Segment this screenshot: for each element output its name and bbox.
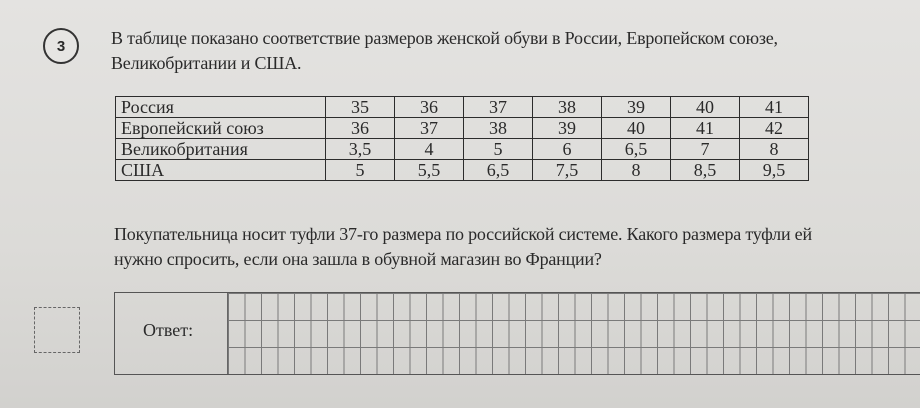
table-cell: 7,5 — [533, 160, 602, 181]
answer-checkbox[interactable] — [34, 307, 80, 353]
table-cell: 42 — [740, 118, 809, 139]
intro-line-2: Великобритании и США. — [111, 53, 302, 73]
answer-label: Ответ: — [143, 320, 194, 340]
table-cell: 5,5 — [395, 160, 464, 181]
task-question — [114, 222, 914, 272]
table-row — [116, 139, 809, 160]
table-cell: 5 — [464, 139, 533, 160]
table-cell: 7 — [671, 139, 740, 160]
intro-line-1: В таблице показано соответствие размеров женской обуви в России, Европейском союзе, — [111, 28, 778, 48]
table-cell: 5 — [326, 160, 395, 181]
table-cell: 37 — [464, 97, 533, 118]
table-cell: 6,5 — [464, 160, 533, 181]
answer-area — [114, 292, 920, 375]
table-cell: 6 — [533, 139, 602, 160]
table-cell: 9,5 — [740, 160, 809, 181]
table-cell: 8 — [740, 139, 809, 160]
table-cell: 6,5 — [602, 139, 671, 160]
task-number-badge: 3 — [43, 28, 79, 64]
row-label: Россия — [116, 97, 326, 118]
row-label: Великобритания — [116, 139, 326, 160]
table-row — [116, 160, 809, 181]
table-cell: 37 — [395, 118, 464, 139]
table-cell: 35 — [326, 97, 395, 118]
table-cell: 8 — [602, 160, 671, 181]
table-row — [116, 97, 809, 118]
table-cell: 4 — [395, 139, 464, 160]
table-cell: 40 — [671, 97, 740, 118]
table-cell: 38 — [533, 97, 602, 118]
table-cell: 39 — [602, 97, 671, 118]
table-cell: 40 — [602, 118, 671, 139]
row-label: Европейский союз — [116, 118, 326, 139]
shoe-size-table — [115, 96, 809, 181]
answer-input-grid[interactable] — [227, 293, 920, 374]
row-label: США — [116, 160, 326, 181]
table-cell: 3,5 — [326, 139, 395, 160]
table-cell: 8,5 — [671, 160, 740, 181]
question-line-2: нужно спросить, если она зашла в обувной магазин во Франции? — [114, 249, 602, 269]
table-cell: 38 — [464, 118, 533, 139]
table-cell: 39 — [533, 118, 602, 139]
shoe-size-table-body — [116, 97, 809, 181]
table-cell: 36 — [395, 97, 464, 118]
table-cell: 41 — [740, 97, 809, 118]
table-row — [116, 118, 809, 139]
table-cell: 41 — [671, 118, 740, 139]
question-line-1: Покупательница носит туфли 37-го размера по российской системе. Какого размера туфли ей — [114, 224, 812, 244]
table-cell: 36 — [326, 118, 395, 139]
task-intro — [111, 26, 911, 76]
